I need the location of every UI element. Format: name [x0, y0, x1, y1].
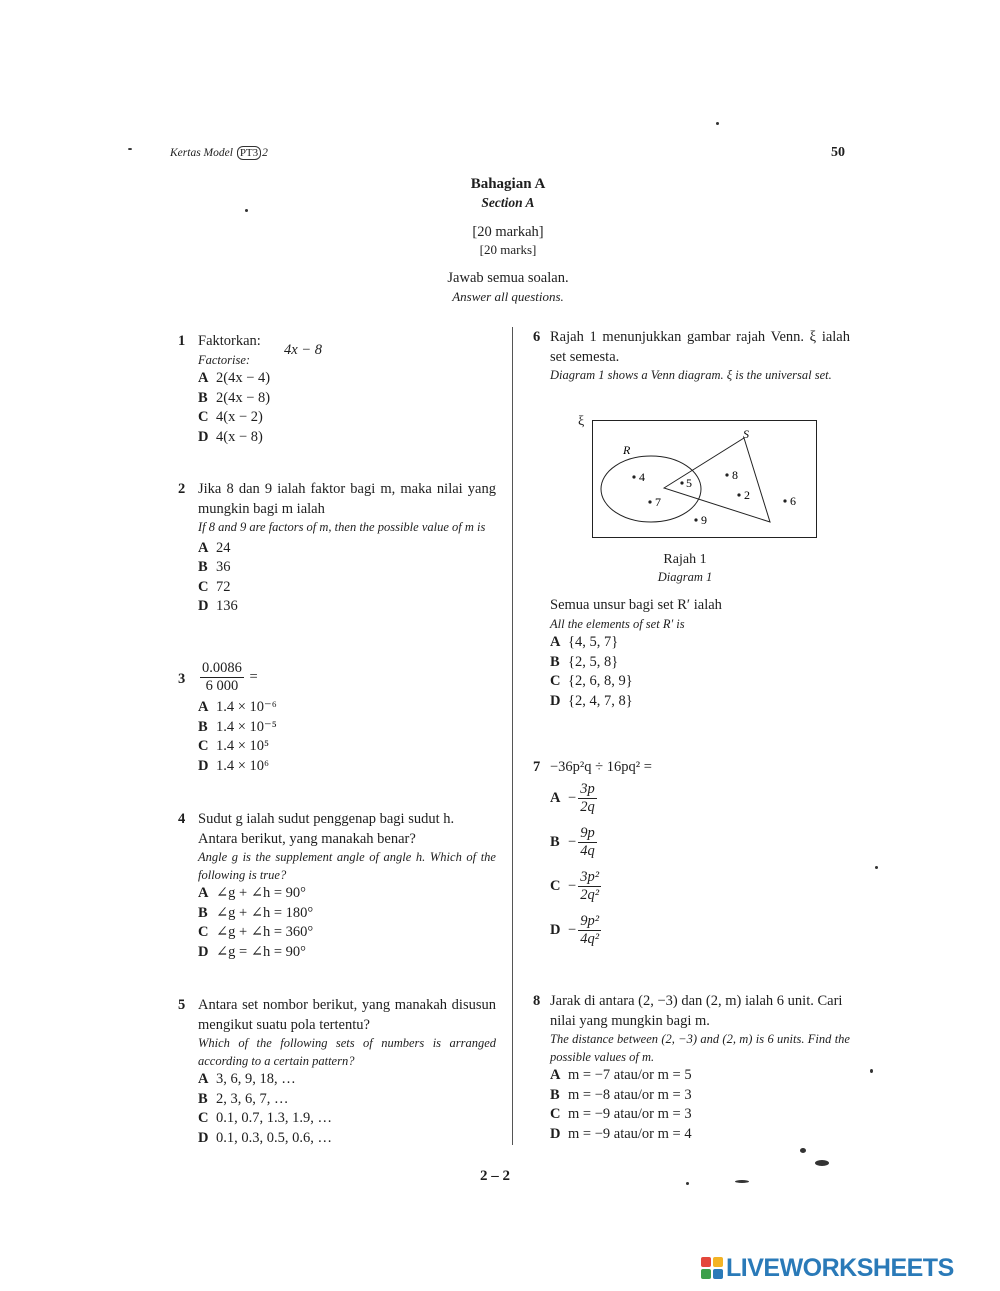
element-label: 7 — [655, 495, 661, 509]
brand-logo — [700, 1253, 954, 1283]
option-a[interactable]: A − $\frac{3p}{2q}$ — [550, 781, 595, 815]
section-marks: [20 markah] — [472, 224, 544, 240]
set-s-triangle — [664, 438, 770, 522]
paper-number: 2 — [262, 147, 268, 159]
option-b[interactable]: B − $\frac{9p}{4q}$ — [550, 825, 595, 859]
option-d[interactable]: D 0.1, 0.3, 0.5, 0.6, … — [198, 1129, 332, 1146]
option-c[interactable]: C 1.4 × 10⁵ — [198, 738, 270, 754]
option-b[interactable]: B 36 — [198, 559, 231, 575]
option-a[interactable]: A 3, 6, 9, 18, … — [198, 1071, 296, 1087]
question-text-en: If 8 and 9 are factors of m, then the possible value of m is — [198, 520, 486, 534]
question-number: 8 — [533, 993, 541, 1009]
question-fraction: $\frac{0.0086}{6 000}$ — [202, 660, 242, 694]
question-text-en: Which of the following sets of numbers is arranged according to a certain pattern? — [198, 1036, 496, 1068]
option-d[interactable]: D 1.4 × 10⁶ — [198, 757, 270, 774]
option-c[interactable]: C m = −9 atau/or m = 3 — [550, 1106, 692, 1122]
worksheet-icon — [700, 1256, 724, 1280]
universal-set-symbol: ξ — [578, 414, 585, 429]
option-d[interactable]: D m = −9 atau/or m = 4 — [550, 1125, 692, 1142]
question-number: 2 — [178, 481, 186, 497]
element-dot — [725, 473, 728, 476]
instruction-en: Answer all questions. — [452, 289, 564, 304]
element-label: 4 — [639, 470, 645, 484]
question-text: Jika 8 dan 9 ialah faktor bagi m, maka nilai yang mungkin bagi m ialah — [198, 481, 496, 517]
scan-speck — [870, 1069, 873, 1073]
question-expression: −36p²q ÷ 16pq² = — [550, 759, 652, 775]
element-dot — [680, 481, 683, 484]
option-c[interactable]: C − $\frac{\text{3p²}}{\text{2q²}}$ — [550, 869, 600, 903]
question-text-en: The distance between (2, −3) and (2, m) is 6 units. Find the possible values of m. — [550, 1032, 850, 1064]
set-s-label: S — [743, 427, 749, 441]
question-number: 5 — [178, 997, 186, 1013]
element-dot — [737, 493, 740, 496]
option-a[interactable]: A ∠g + ∠h = 90° — [198, 885, 306, 901]
scan-speck — [875, 866, 878, 869]
question-expression: 4x − 8 — [284, 342, 322, 358]
element-dot — [694, 518, 697, 521]
question-7-options — [550, 781, 750, 957]
venn-diagram — [592, 420, 817, 538]
option-b[interactable]: B ∠g + ∠h = 180° — [198, 904, 314, 921]
scan-speck — [815, 1160, 829, 1166]
question-subtext-en: All the elements of set R′ is — [550, 616, 685, 631]
element-label: 8 — [732, 468, 738, 482]
option-a[interactable]: A 1.4 × 10⁻⁶ — [198, 699, 277, 715]
option-b[interactable]: B 2, 3, 6, 7, … — [198, 1090, 289, 1107]
section-title-en: Section A — [481, 195, 535, 210]
page-number: 50 — [831, 145, 845, 160]
option-d[interactable]: D 4(x − 8) — [198, 428, 263, 445]
question-text-en: Angle g is the supplement angle of angle h. Which of the following is true? — [198, 850, 496, 882]
section-title: Bahagian A — [470, 176, 546, 192]
element-dot — [783, 499, 786, 502]
option-c[interactable]: C {2, 6, 8, 9} — [550, 673, 633, 689]
footer-page-label: 2 – 2 — [480, 1168, 510, 1184]
element-dot — [632, 475, 635, 478]
question-text: Antara set nombor berikut, yang manakah disusun mengikut suatu pola tertentu? — [198, 997, 496, 1033]
diagram-caption-en: Diagram 1 — [657, 570, 713, 584]
question-6-ask — [550, 596, 850, 711]
scan-speck — [128, 148, 132, 150]
equals-sign: = — [249, 668, 258, 685]
paper-title: Kertas Model — [170, 147, 233, 159]
question-number: 3 — [178, 671, 186, 687]
option-b[interactable]: B m = −8 atau/or m = 3 — [550, 1086, 692, 1103]
option-d[interactable]: D − $\frac{\text{9p²}}{\text{4q²}}$ — [550, 913, 600, 947]
element-label: 6 — [790, 494, 796, 508]
brand-name: LIVEWORKSHEETS — [726, 1253, 954, 1282]
option-a[interactable]: A {4, 5, 7} — [550, 634, 619, 650]
set-r-label: R — [623, 443, 631, 457]
option-a[interactable]: A m = −7 atau/or m = 5 — [550, 1067, 692, 1083]
question-number: 4 — [178, 811, 186, 827]
question-text: Jarak di antara (2, −3) dan (2, m) ialah 6 unit. Cari nilai yang mungkin bagi m. — [550, 993, 843, 1029]
scan-speck — [716, 122, 719, 125]
option-d[interactable]: D 136 — [198, 598, 238, 614]
question-text: Faktorkan: — [198, 333, 261, 349]
option-c[interactable]: C 0.1, 0.7, 1.3, 1.9, … — [198, 1110, 332, 1126]
scan-speck — [245, 209, 248, 212]
diagram-caption: Rajah 1 — [663, 552, 707, 567]
scan-speck — [800, 1148, 806, 1153]
option-c[interactable]: C 4(x − 2) — [198, 409, 263, 425]
option-d[interactable]: D ∠g = ∠h = 90° — [198, 943, 306, 960]
question-text: Rajah 1 menunjukkan gambar rajah Venn. ξ ialah set semesta. — [550, 329, 850, 365]
element-dot — [648, 500, 651, 503]
instruction: Jawab semua soalan. — [447, 270, 569, 286]
option-a[interactable]: A 2(4x − 4) — [198, 370, 271, 386]
question-number: 1 — [178, 333, 186, 349]
element-label: 2 — [744, 488, 750, 502]
scan-speck — [735, 1180, 749, 1183]
option-c[interactable]: C ∠g + ∠h = 360° — [198, 924, 314, 940]
section-marks-en: [20 marks] — [479, 242, 537, 257]
option-b[interactable]: B {2, 5, 8} — [550, 653, 619, 670]
element-label: 9 — [701, 513, 707, 527]
question-subtext: Semua unsur bagi set R′ ialah — [550, 597, 722, 613]
scan-speck — [686, 1182, 689, 1185]
option-b[interactable]: B 2(4x − 8) — [198, 389, 271, 406]
paper-code-badge: PT3 — [237, 146, 261, 160]
question-text-en: Diagram 1 shows a Venn diagram. ξ is the universal set. — [550, 368, 832, 382]
question-text: Sudut g ialah sudut penggenap bagi sudut h. Antara berikut, yang manakah benar? — [198, 811, 455, 847]
column-divider — [512, 327, 513, 1145]
question-number: 7 — [533, 759, 541, 775]
question-text-en: Factorise: — [198, 352, 251, 367]
option-c[interactable]: C 72 — [198, 578, 231, 595]
header-left — [170, 147, 268, 159]
question-number: 6 — [533, 329, 541, 345]
option-d[interactable]: D {2, 4, 7, 8} — [550, 692, 633, 709]
option-b[interactable]: B 1.4 × 10⁻⁵ — [198, 718, 277, 735]
option-a[interactable]: A 24 — [198, 539, 231, 556]
element-label: 5 — [686, 476, 692, 490]
